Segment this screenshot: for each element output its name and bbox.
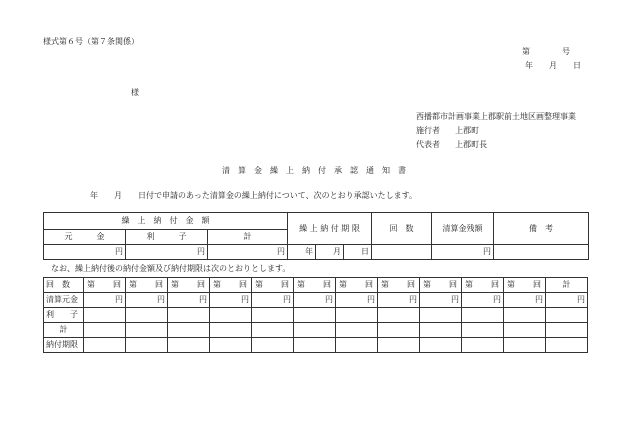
principal-header: 元 金: [44, 230, 126, 245]
principal-amount-cell: 円: [294, 293, 336, 308]
document-number: 第 号: [522, 47, 570, 56]
schedule-cell: [378, 308, 420, 323]
schedule-cell: [546, 308, 588, 323]
installment-header: [84, 278, 126, 293]
representative-row: [416, 141, 487, 149]
schedule-cell: [378, 323, 420, 338]
schedule-cell: [252, 323, 294, 338]
note-text: なお、繰上納付後の納付金額及び納付期限は次のとおりとします。: [51, 264, 291, 273]
row-header-principal: 清算元金: [44, 293, 84, 308]
deadline-year: 年: [288, 245, 316, 260]
installment-header: [294, 278, 336, 293]
installment-suffix: 回: [449, 280, 457, 289]
form-number: 様式第６号（第７条関係）: [43, 37, 139, 46]
schedule-cell: [252, 308, 294, 323]
schedule-cell: [546, 323, 588, 338]
installment-header: [504, 278, 546, 293]
schedule-cell: [462, 308, 504, 323]
executor-row: [416, 127, 479, 135]
schedule-cell: [84, 338, 126, 353]
schedule-cell: [294, 323, 336, 338]
installment-header: [210, 278, 252, 293]
interest-yen: 円: [126, 245, 208, 260]
installment-prefix: 第: [87, 280, 95, 289]
principal-amount-cell: 円: [252, 293, 294, 308]
schedule-cell: [126, 323, 168, 338]
installment-header: [168, 278, 210, 293]
schedule-cell: [294, 338, 336, 353]
balance-header: 清算金残額: [432, 213, 494, 245]
principal-amount-cell: 円: [462, 293, 504, 308]
count-cell: [372, 245, 432, 260]
schedule-cell: [420, 308, 462, 323]
installment-prefix: 第: [129, 280, 137, 289]
total-header: 計: [208, 230, 288, 245]
installment-prefix: 第: [297, 280, 305, 289]
schedule-cell: [336, 323, 378, 338]
schedule-cell: [84, 308, 126, 323]
schedule-cell: [462, 323, 504, 338]
installment-suffix: 回: [197, 280, 205, 289]
installment-header: [336, 278, 378, 293]
installment-prefix: 第: [255, 280, 263, 289]
total-column-header: 計: [546, 278, 588, 293]
schedule-cell: [168, 323, 210, 338]
executor-name: 上郡町: [455, 126, 480, 135]
deadline-month: 月: [316, 245, 344, 260]
schedule-cell: [210, 323, 252, 338]
schedule-cell: [168, 308, 210, 323]
executor-label: 施行者: [416, 126, 440, 135]
installment-suffix: 回: [533, 280, 541, 289]
installment-header: [420, 278, 462, 293]
prepayment-table: [43, 212, 589, 260]
deadline-header: 繰 上 納 付 期 限: [288, 213, 372, 245]
schedule-table: [43, 277, 588, 353]
interest-header: 利 子: [126, 230, 208, 245]
row-header-count: 回 数: [44, 278, 84, 293]
row-header-sum: 計: [44, 323, 84, 338]
installment-header: [126, 278, 168, 293]
schedule-cell: [210, 338, 252, 353]
principal-amount-cell: 円: [504, 293, 546, 308]
installment-prefix: 第: [507, 280, 515, 289]
principal-amount-cell: 円: [168, 293, 210, 308]
principal-amount-cell: 円: [84, 293, 126, 308]
schedule-cell: [504, 308, 546, 323]
installment-header: [378, 278, 420, 293]
installment-suffix: 回: [323, 280, 331, 289]
row-header-interest: 利 子: [44, 308, 84, 323]
document-title: 清 算 金 繰 上 納 付 承 認 通 知 書: [222, 166, 406, 175]
installment-suffix: 回: [113, 280, 121, 289]
representative-label: 代表者: [416, 140, 440, 149]
schedule-cell: [336, 308, 378, 323]
installment-suffix: 回: [407, 280, 415, 289]
row-header-deadline: 納付期限: [44, 338, 84, 353]
schedule-cell: [546, 338, 588, 353]
installment-prefix: 第: [381, 280, 389, 289]
schedule-cell: [210, 308, 252, 323]
schedule-cell: [252, 338, 294, 353]
schedule-cell: [84, 323, 126, 338]
schedule-cell: [378, 338, 420, 353]
installment-suffix: 回: [239, 280, 247, 289]
schedule-cell: [462, 338, 504, 353]
installment-header: [252, 278, 294, 293]
schedule-cell: [126, 338, 168, 353]
representative-name: 上郡町長: [455, 140, 488, 149]
total-yen: 円: [208, 245, 288, 260]
remarks-cell: [494, 245, 589, 260]
installment-prefix: 第: [213, 280, 221, 289]
principal-amount-cell: 円: [378, 293, 420, 308]
installment-header: [462, 278, 504, 293]
schedule-cell: [504, 323, 546, 338]
principal-yen: 円: [44, 245, 126, 260]
project-name: 西播都市計画事業上郡駅前土地区画整理事業: [416, 112, 576, 121]
body-text: 年 月 日付で申請のあった清算金の繰上納付について、次のとおり承認いたします。: [90, 191, 417, 200]
amount-header: 繰 上 納 付 金 額: [44, 213, 288, 230]
installment-prefix: 第: [423, 280, 431, 289]
schedule-cell: [336, 338, 378, 353]
principal-amount-cell: 円: [210, 293, 252, 308]
schedule-cell: [126, 308, 168, 323]
schedule-cell: [168, 338, 210, 353]
schedule-cell: [504, 338, 546, 353]
recipient-honorific: 様: [131, 88, 139, 97]
principal-amount-cell: 円: [546, 293, 588, 308]
issue-date: 年 月 日: [525, 61, 581, 70]
deadline-day: 日: [344, 245, 372, 260]
installment-suffix: 回: [155, 280, 163, 289]
balance-yen: 円: [432, 245, 494, 260]
schedule-cell: [420, 323, 462, 338]
schedule-cell: [294, 308, 336, 323]
principal-amount-cell: 円: [336, 293, 378, 308]
schedule-cell: [420, 338, 462, 353]
remarks-header: 備 考: [494, 213, 589, 245]
principal-amount-cell: 円: [420, 293, 462, 308]
installment-prefix: 第: [171, 280, 179, 289]
installment-prefix: 第: [339, 280, 347, 289]
principal-amount-cell: 円: [126, 293, 168, 308]
count-header: 回 数: [372, 213, 432, 245]
installment-prefix: 第: [465, 280, 473, 289]
installment-suffix: 回: [365, 280, 373, 289]
installment-suffix: 回: [281, 280, 289, 289]
installment-suffix: 回: [491, 280, 499, 289]
